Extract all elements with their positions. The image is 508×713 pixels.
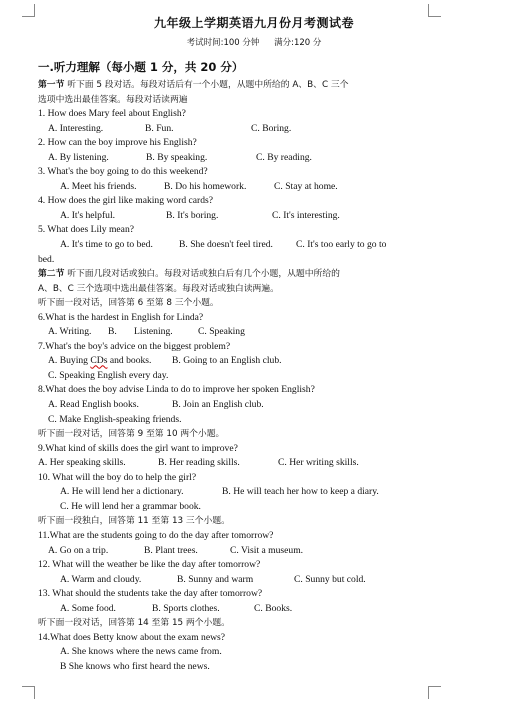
question-3-options <box>38 180 438 195</box>
q9-option-a: A. Her speaking skills. <box>38 457 126 469</box>
question-10-options <box>38 485 438 500</box>
q1-option-b: B. Fun. <box>145 122 174 134</box>
q2-option-a: A. By listening. <box>48 151 109 163</box>
listening-instruction-3: 听下面一段独白，回答第 11 至第 13 三个小题。 <box>38 516 230 527</box>
q6-option-b-letter: B. <box>108 326 117 338</box>
question-9: 9.What kind of skills does the girl want to improve? <box>38 442 238 454</box>
question-4-options <box>38 209 438 224</box>
exam-score: 满分:120 分 <box>274 38 322 48</box>
exam-subtitle <box>0 36 508 48</box>
q3-option-a: A. Meet his friends. <box>60 180 137 192</box>
part2-instruction-line2: A、B、C 三个选项中选出最佳答案。每段对话或独白读两遍。 <box>38 283 279 294</box>
question-3: 3. What's the boy going to do this weekend? <box>38 166 208 178</box>
question-4: 4. How does the girl like making word cards? <box>38 195 214 207</box>
question-7-options <box>38 354 438 369</box>
q9-option-c: C. Her writing skills. <box>278 457 359 469</box>
q10-option-c: C. He will lend her a grammar book. <box>60 500 201 512</box>
part1-instruction-line2: 选项中选出最佳答案。每段对话读两遍 <box>38 94 188 105</box>
exam-content <box>38 58 438 674</box>
q12-option-b: B. Sunny and warm <box>177 573 254 585</box>
q8-option-b: B. Join an English club. <box>172 399 264 411</box>
question-12-options <box>38 573 438 588</box>
listening-instruction-4: 听下面一段对话，回答第 14 至第 15 两个小题。 <box>38 618 230 629</box>
question-6-options <box>38 325 438 340</box>
q3-option-c: C. Stay at home. <box>274 180 338 192</box>
question-9-options <box>38 456 438 471</box>
exam-time: 考试时间:100 分钟 <box>186 38 260 48</box>
exam-title: 九年级上学期英语九月份月考测试卷 <box>153 16 354 30</box>
question-8-options <box>38 398 438 413</box>
part1-label: 第一节 <box>38 80 65 90</box>
question-13-options <box>38 602 438 617</box>
question-5: 5. What does Lily mean? <box>38 224 134 236</box>
part1-instruction-line1: 第一节 听下面 5 段对话。每段对话后有一个小题，从题中所给的 A、B、C 三个 <box>38 80 349 90</box>
spellcheck-underline: CDs <box>90 355 108 367</box>
question-1-options <box>38 122 438 137</box>
q5-option-a: A. It's time to go to bed. <box>60 239 153 251</box>
q7-option-b: B. Going to an English club. <box>172 355 282 367</box>
part2-label: 第二节 <box>38 269 65 280</box>
question-2-options <box>38 151 438 166</box>
question-7: 7.What's the boy's advice on the biggest problem? <box>38 340 231 352</box>
question-11-options <box>38 544 438 559</box>
q3-option-b: B. Do his homework. <box>164 180 247 192</box>
crop-mark-bottom-right <box>428 686 441 699</box>
question-12: 12. What will the weather be like the day after tomorrow? <box>38 559 261 571</box>
q8-option-a: A. Read English books. <box>48 399 139 411</box>
q12-option-a: A. Warm and cloudy. <box>60 573 142 585</box>
q7-option-a: A. Buying CDs and books. <box>48 355 152 367</box>
question-6: 6.What is the hardest in English for Linda? <box>38 311 204 323</box>
question-5-options <box>38 238 438 253</box>
section-title: 一.听力理解（每小题 1 分，共 20 分） <box>38 60 244 74</box>
q12-option-c: C. Sunny but cold. <box>294 573 366 585</box>
q1-option-c: C. Boring. <box>251 122 292 134</box>
q10-option-b: B. He will teach her how to keep a diary. <box>222 486 379 498</box>
question-11: 11.What are the students going to do the day after tomorrow? <box>38 529 274 541</box>
question-8: 8.What does the boy advise Linda to do to improve her spoken English? <box>38 384 315 396</box>
part2-instruction-line1: 第二节 听下面几段对话或独白。每段对话或独白后有几个小题，从题中所给的 <box>38 269 340 280</box>
question-14: 14.What does Betty know about the exam news? <box>38 631 226 643</box>
q4-option-b: B. It's boring. <box>166 209 219 221</box>
q7-option-c: C. Speaking English every day. <box>48 369 169 381</box>
q2-option-b: B. By speaking. <box>146 151 208 163</box>
question-1: 1. How does Mary feel about English? <box>38 108 186 120</box>
q4-option-a: A. It's helpful. <box>60 209 116 221</box>
q13-option-c: C. Books. <box>254 602 293 614</box>
q6-option-a: A. Writing. <box>48 326 92 338</box>
q13-option-b: B. Sports clothes. <box>152 602 220 614</box>
q11-option-c: C. Visit a museum. <box>230 544 304 556</box>
question-5-option-c-continued: bed. <box>38 253 55 265</box>
q13-option-a: A. Some food. <box>60 602 116 614</box>
crop-mark-bottom-left <box>22 686 35 699</box>
q8-option-c: C. Make English-speaking friends. <box>48 413 182 425</box>
q11-option-a: A. Go on a trip. <box>48 544 109 556</box>
q14-option-b: B She knows who first heard the news. <box>60 660 210 672</box>
q6-option-b: Listening. <box>134 326 173 338</box>
listening-instruction-1: 听下面一段对话，回答第 6 至第 8 三个小题。 <box>38 298 219 309</box>
listening-instruction-2: 听下面一段对话，回答第 9 至第 10 两个小题。 <box>38 429 225 440</box>
q5-option-c: C. It's too early to go to <box>296 239 387 251</box>
q10-option-a: A. He will lend her a dictionary. <box>60 486 184 498</box>
q11-option-b: B. Plant trees. <box>144 544 198 556</box>
q1-option-a: A. Interesting. <box>48 122 104 134</box>
q6-option-c: C. Speaking <box>198 326 245 338</box>
question-2: 2. How can the boy improve his English? <box>38 137 197 149</box>
q9-option-b: B. Her reading skills. <box>158 457 240 469</box>
question-10: 10. What will the boy do to help the girl? <box>38 471 197 483</box>
q2-option-c: C. By reading. <box>256 151 312 163</box>
q4-option-c: C. It's interesting. <box>272 209 340 221</box>
q5-option-b: B. She doesn't feel tired. <box>179 239 273 251</box>
q14-option-a: A. She knows where the news came from. <box>60 646 222 658</box>
question-13: 13. What should the students take the day after tomorrow? <box>38 588 263 600</box>
